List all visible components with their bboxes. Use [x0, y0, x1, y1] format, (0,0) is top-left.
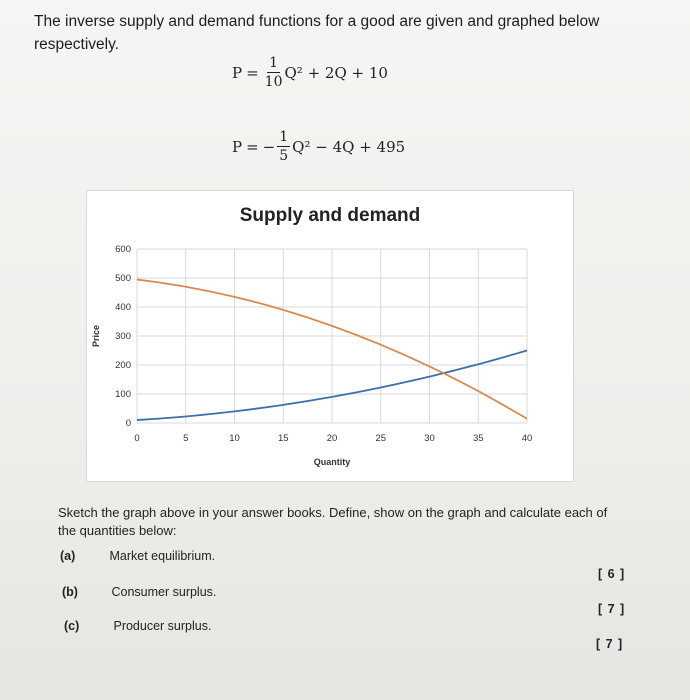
x-tick-label-20: 20	[326, 433, 338, 444]
y-axis-title: Price	[91, 324, 101, 348]
intro-text: The inverse supply and demand functions for a good are given and graphed below respectively.	[34, 13, 600, 53]
x-tick-label-15: 15	[277, 433, 289, 444]
demand-eq-fraction	[277, 130, 290, 163]
question-item-b	[62, 585, 216, 599]
question-item-a	[60, 549, 215, 563]
demand-eq-lhs: P	[232, 137, 243, 156]
supply-demand-chart	[86, 190, 574, 482]
y-tick-label-500: 500	[115, 273, 131, 284]
demand-equation	[232, 130, 405, 163]
x-tick-label-30: 30	[424, 433, 435, 444]
y-tick-label-400: 400	[115, 302, 131, 313]
question-item-a-text: Market equilibrium.	[109, 549, 216, 563]
supply-eq-frac-num: 1	[269, 55, 279, 71]
question-item-c-marks: [ 7 ]	[596, 637, 624, 651]
question-item-c	[64, 619, 211, 633]
chart-plot-area	[87, 191, 573, 481]
question-text: Sketch the graph above in your answer books. Define, show on the graph and calculate each of the quantities below:	[58, 505, 608, 538]
question-item-b-marks: [ 7 ]	[598, 602, 626, 616]
supply-eq-rest: Q² + 2Q + 10	[284, 63, 388, 82]
demand-eq-sign: −	[262, 137, 276, 156]
x-tick-label-10: 10	[229, 433, 240, 444]
demand-eq-frac-num: 1	[279, 129, 289, 145]
supply-equation	[232, 56, 388, 89]
y-tick-label-300: 300	[115, 331, 131, 342]
x-tick-label-40: 40	[521, 433, 533, 444]
x-axis-title: Quantity	[313, 457, 351, 467]
supply-eq-frac-den: 10	[264, 74, 283, 90]
y-tick-label-0: 0	[125, 418, 131, 429]
supply-eq-equals: =	[246, 63, 259, 82]
demand-eq-rest: Q² − 4Q + 495	[292, 137, 406, 156]
supply-eq-lhs: P	[232, 63, 243, 82]
question-item-b-text: Consumer surplus.	[111, 585, 217, 599]
x-tick-label-0: 0	[134, 433, 140, 444]
y-tick-label-100: 100	[115, 389, 131, 400]
question-item-c-label: (c)	[64, 619, 80, 633]
question-item-a-label: (a)	[60, 549, 76, 563]
chart-title: Supply and demand	[239, 205, 421, 226]
question-item-b-label: (b)	[62, 585, 78, 599]
question-item-c-text: Producer surplus.	[113, 619, 212, 633]
supply-eq-fraction	[265, 56, 283, 89]
y-tick-label-200: 200	[115, 360, 131, 371]
demand-eq-equals: =	[246, 137, 259, 156]
x-tick-label-5: 5	[183, 433, 189, 444]
question-item-a-marks: [ 6 ]	[598, 567, 626, 581]
x-tick-label-35: 35	[472, 433, 484, 444]
x-tick-label-25: 25	[375, 433, 387, 444]
y-tick-label-600: 600	[115, 244, 131, 255]
demand-eq-frac-den: 5	[279, 148, 289, 164]
